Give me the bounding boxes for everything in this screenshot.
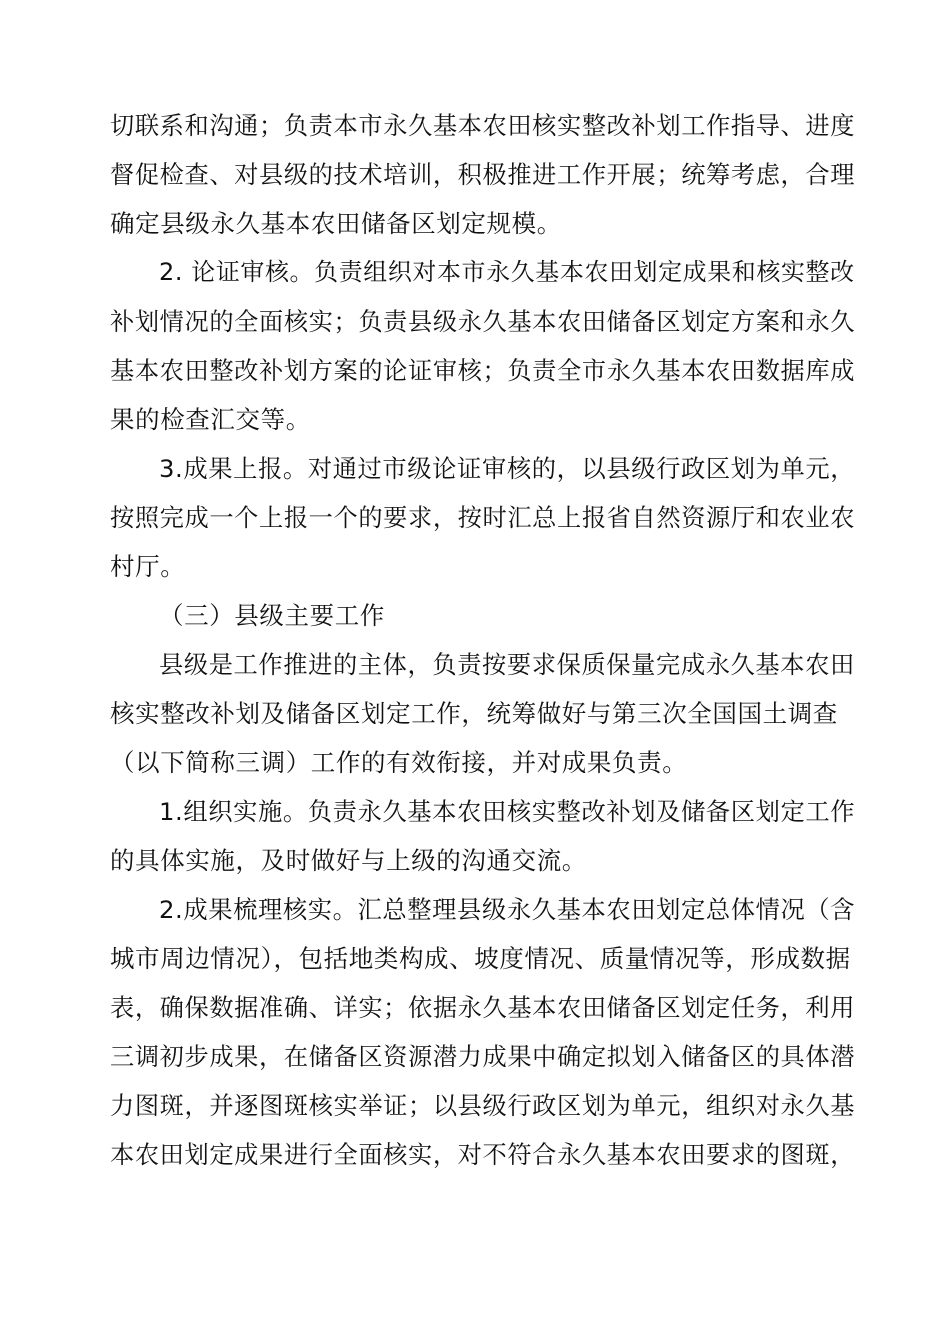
text-line: 3.成果上报。对通过市级论证审核的，以县级行政区划为单元， — [159, 454, 856, 483]
paragraph-results-report — [110, 444, 855, 591]
text-line: 核实整改补划及储备区划定工作，统筹做好与第三次全国国土调查 — [110, 699, 838, 728]
text-line: 力图斑，并逐图斑核实举证；以县级行政区划为单元，组织对永久基 — [110, 1091, 856, 1120]
text-line: 切联系和沟通；负责本市永久基本农田核实整改补划工作指导、进度 — [110, 111, 856, 140]
paragraph-argument-review — [110, 248, 855, 444]
paragraph-county-role — [110, 640, 855, 787]
text-line: 三调初步成果，在储备区资源潜力成果中确定拟划入储备区的具体潜 — [110, 1042, 856, 1071]
text-line: 督促检查、对县级的技术培训，积极推进工作开展；统筹考虑，合理 — [110, 160, 856, 189]
text-line: （以下简称三调）工作的有效衔接，并对成果负责。 — [110, 748, 688, 777]
document-body — [110, 101, 855, 1179]
text-line: 表，确保数据准确、详实；依据永久基本农田储备区划定任务，利用 — [110, 993, 856, 1022]
text-line: 补划情况的全面核实；负责县级永久基本农田储备区划定方案和永久 — [110, 307, 856, 336]
text-line: 2. 论证审核。负责组织对本市永久基本农田划定成果和核实整改 — [159, 258, 855, 286]
section-heading — [110, 591, 855, 640]
text-line: 本农田划定成果进行全面核实，对不符合永久基本农田要求的图斑， — [110, 1140, 856, 1169]
paragraph-organize-implement — [110, 787, 855, 885]
text-line: 城市周边情况），包括地类构成、坡度情况、质量情况等，形成数据 — [110, 944, 851, 973]
text-line: 的具体实施，及时做好与上级的沟通交流。 — [110, 846, 587, 875]
text-line: 确定县级永久基本农田储备区划定规模。 — [110, 209, 562, 238]
text-line: 基本农田整改补划方案的论证审核；负责全市永久基本农田数据库成 — [110, 356, 856, 385]
section-heading-text: （三）县级主要工作 — [159, 601, 385, 630]
text-line: 村厅。 — [110, 552, 186, 581]
text-line: 按照完成一个上报一个的要求，按时汇总上报省自然资源厅和农业农 — [110, 503, 856, 532]
paragraph-continuation — [110, 101, 855, 248]
text-line: 1.组织实施。负责永久基本农田核实整改补划及储备区划定工作 — [159, 797, 856, 826]
paragraph-results-verification — [110, 885, 855, 1179]
text-line: 果的检查汇交等。 — [110, 405, 311, 434]
text-line: 县级是工作推进的主体，负责按要求保质保量完成永久基本农田 — [159, 650, 855, 679]
text-line: 2.成果梳理核实。汇总整理县级永久基本农田划定总体情况（含 — [159, 895, 856, 924]
